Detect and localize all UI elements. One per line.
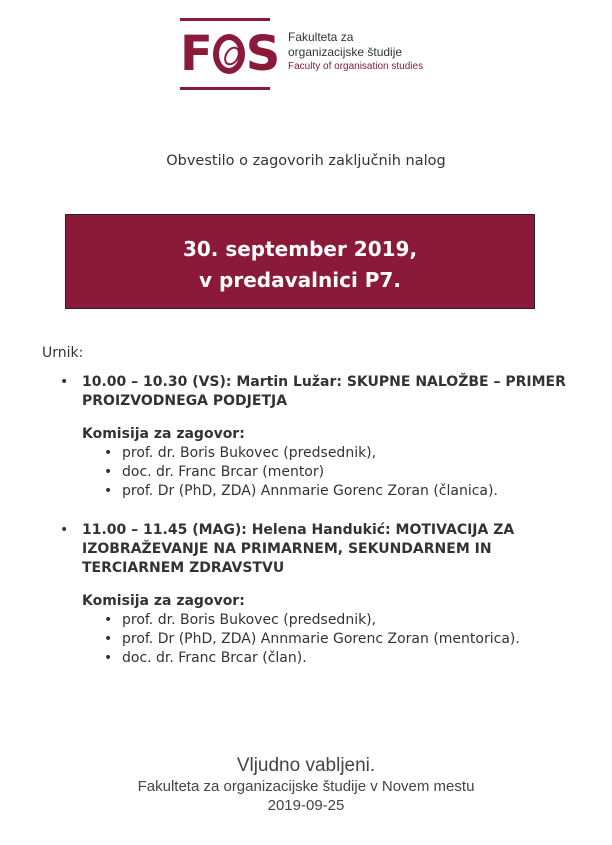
- faculty-logo: [180, 18, 440, 94]
- footer-greeting: Vljudno vabljeni.: [236, 755, 376, 776]
- logo-letter-o-icon: [213, 34, 245, 74]
- schedule-slot: [42, 521, 582, 668]
- logo-text: [288, 30, 423, 74]
- footer-institution: Fakulteta za organizacijske študije v Novem mestu: [137, 778, 475, 795]
- logo-text-line-2: organizacijske študije: [288, 45, 403, 59]
- slot-title: • 11.00 – 11.45 (MAG): Helena Handukić: MOTIVACIJA ZA IZOBRAŽEVANJE NA PRIMARNEM, SEKUNDARNEM IN TERCIARNEM ZDRAVSTVU: [82, 522, 515, 576]
- committee-member: • prof. dr. Boris Bukovec (predsednik),: [82, 444, 582, 463]
- schedule-list: [42, 373, 582, 668]
- slot-title: • 10.00 – 10.30 (VS): Martin Lužar: SKUPNE NALOŽBE – PRIMER PROIZVODNEGA PODJETJA: [82, 374, 566, 409]
- logo-letter-f: F: [180, 26, 212, 82]
- schedule-label: Urnik:: [42, 345, 84, 361]
- schedule-slot: [42, 373, 582, 501]
- committee-member: • prof. Dr (PhD, ZDA) Annmarie Gorenc Zoran (članica).: [82, 482, 582, 501]
- committee-member: • prof. dr. Boris Bukovec (predsednik),: [82, 611, 582, 630]
- date-line: 30. september 2019,: [182, 237, 418, 261]
- committee-member: • doc. dr. Franc Brcar (član).: [82, 649, 582, 668]
- logo-mark: [180, 18, 280, 90]
- logo-bottom-rule: [180, 87, 270, 90]
- committee-label: Komisija za zagovor:: [82, 426, 245, 442]
- logo-top-rule: [180, 18, 270, 21]
- logo-letters: [180, 26, 280, 82]
- logo-text-line-1: Fakulteta za: [288, 30, 354, 44]
- committee-list: [82, 444, 582, 501]
- logo-letter-s: S: [245, 26, 280, 82]
- committee-member: • prof. Dr (PhD, ZDA) Annmarie Gorenc Zoran (mentorica).: [82, 630, 582, 649]
- notice-title: Obvestilo o zagovorih zaključnih nalog: [166, 153, 446, 169]
- schedule-section: [42, 344, 582, 688]
- room-line: v predavalnici P7.: [199, 268, 401, 292]
- committee-list: [82, 611, 582, 668]
- logo-text-line-3: Faculty of organisation studies: [288, 61, 424, 72]
- footer-date: 2019-09-25: [267, 797, 345, 814]
- committee-label: Komisija za zagovor:: [82, 593, 245, 609]
- date-banner: [65, 214, 535, 309]
- committee-member: • doc. dr. Franc Brcar (mentor): [82, 463, 582, 482]
